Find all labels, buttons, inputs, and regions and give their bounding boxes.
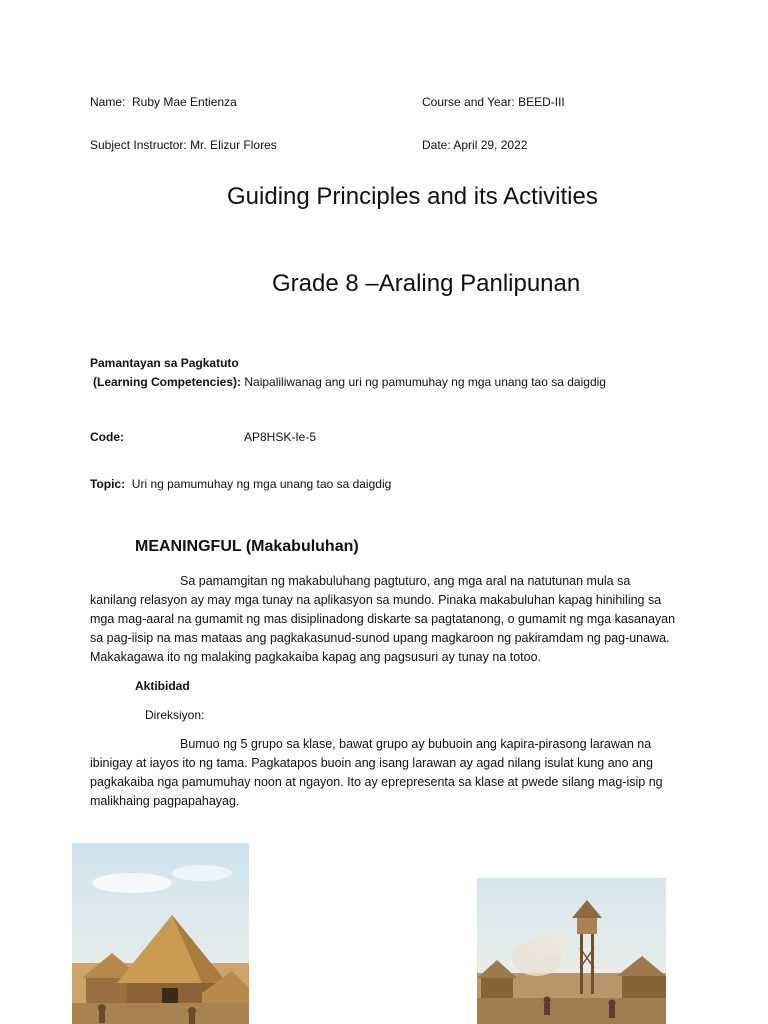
name-label: Name: [90,95,126,109]
meaningful-line: kanilang relasyon ay may mga tunay na aplikasyon sa mundo. Pinaka makabuluhan kapag hinihiling sa [90,593,662,607]
course-value: BEED-III [518,95,565,109]
competency-label-line1: Pamantayan sa Pagkatuto [90,356,239,370]
meaningful-line: Sa pamamgitan ng makabuluhang pagtuturo, ang mga aral na natutunan mula sa [180,574,631,588]
topic-label: Topic: [90,477,126,491]
date-field [422,138,527,152]
topic-line [90,477,391,491]
meaningful-paragraph [90,572,710,667]
topic-value: Uri ng pamumuhay ng mga unang tao sa daigdig [131,477,392,491]
course-field [422,95,565,109]
instructor-label: Subject Instructor: [90,138,187,152]
activity-line: pagkakaiba nga pamumuhay noon at ngayon. Ito ay eprepresenta sa klase at pwede silang mag-isip ng [90,775,663,789]
name-field [90,95,237,109]
subtitle: Grade 8 –Araling Panlipunan [272,270,581,297]
activity-line: ibinigay at iayos ito ng tama. Pagkatapos buoin ang isang larawan ay agad nilang isulat kung ano ang [90,756,653,770]
ancient-settlement-image [477,878,666,1024]
huts-illustration [72,843,249,1024]
course-label: Course and Year: [422,95,515,109]
meaningful-heading: MEANINGFUL (Makabuluhan) [135,538,359,555]
settlement-illustration [477,878,666,1024]
activity-paragraph [90,735,710,811]
activity-label: Aktibidad [135,679,190,693]
direction-label: Direksiyon: [145,708,205,722]
competency-line [93,375,606,389]
competency-label-line2: (Learning Competencies): [93,375,242,389]
activity-line: malikhaing pagpapahayag. [90,794,240,808]
code-value: AP8HSK-Ie-5 [244,430,317,444]
activity-line: Bumuo ng 5 grupo sa klase, bawat grupo ay bubuoin ang kapira-pirasong larawan na [180,737,652,751]
instructor-value: Mr. Elizur Flores [190,138,277,152]
competency-value: Naipaliliwanag ang uri ng pamumuhay ng mga unang tao sa daigdig [244,375,606,389]
name-value: Ruby Mae Entienza [132,95,237,109]
main-title: Guiding Principles and its Activities [227,183,598,210]
meaningful-line: sa pag-iisip na mas mataas ang pagkakasunud-sunod upang magkaroon ng pakiramdam ng pag-unawa. [90,631,670,645]
date-label: Date: [422,138,451,152]
prehistoric-village-image [72,843,249,1024]
meaningful-line: mga mag-aaral na gumamit ng mas disiplinadong diskarte sa pagtatanong, o gumamit ng mga kasanayan [90,612,676,626]
date-value: April 29, 2022 [453,138,528,152]
meaningful-line: Makakagawa ito ng malaking pagkakaiba kapag ang pagsusuri ay tunay na totoo. [90,650,541,664]
instructor-field [90,138,277,152]
code-label: Code: [90,430,124,444]
